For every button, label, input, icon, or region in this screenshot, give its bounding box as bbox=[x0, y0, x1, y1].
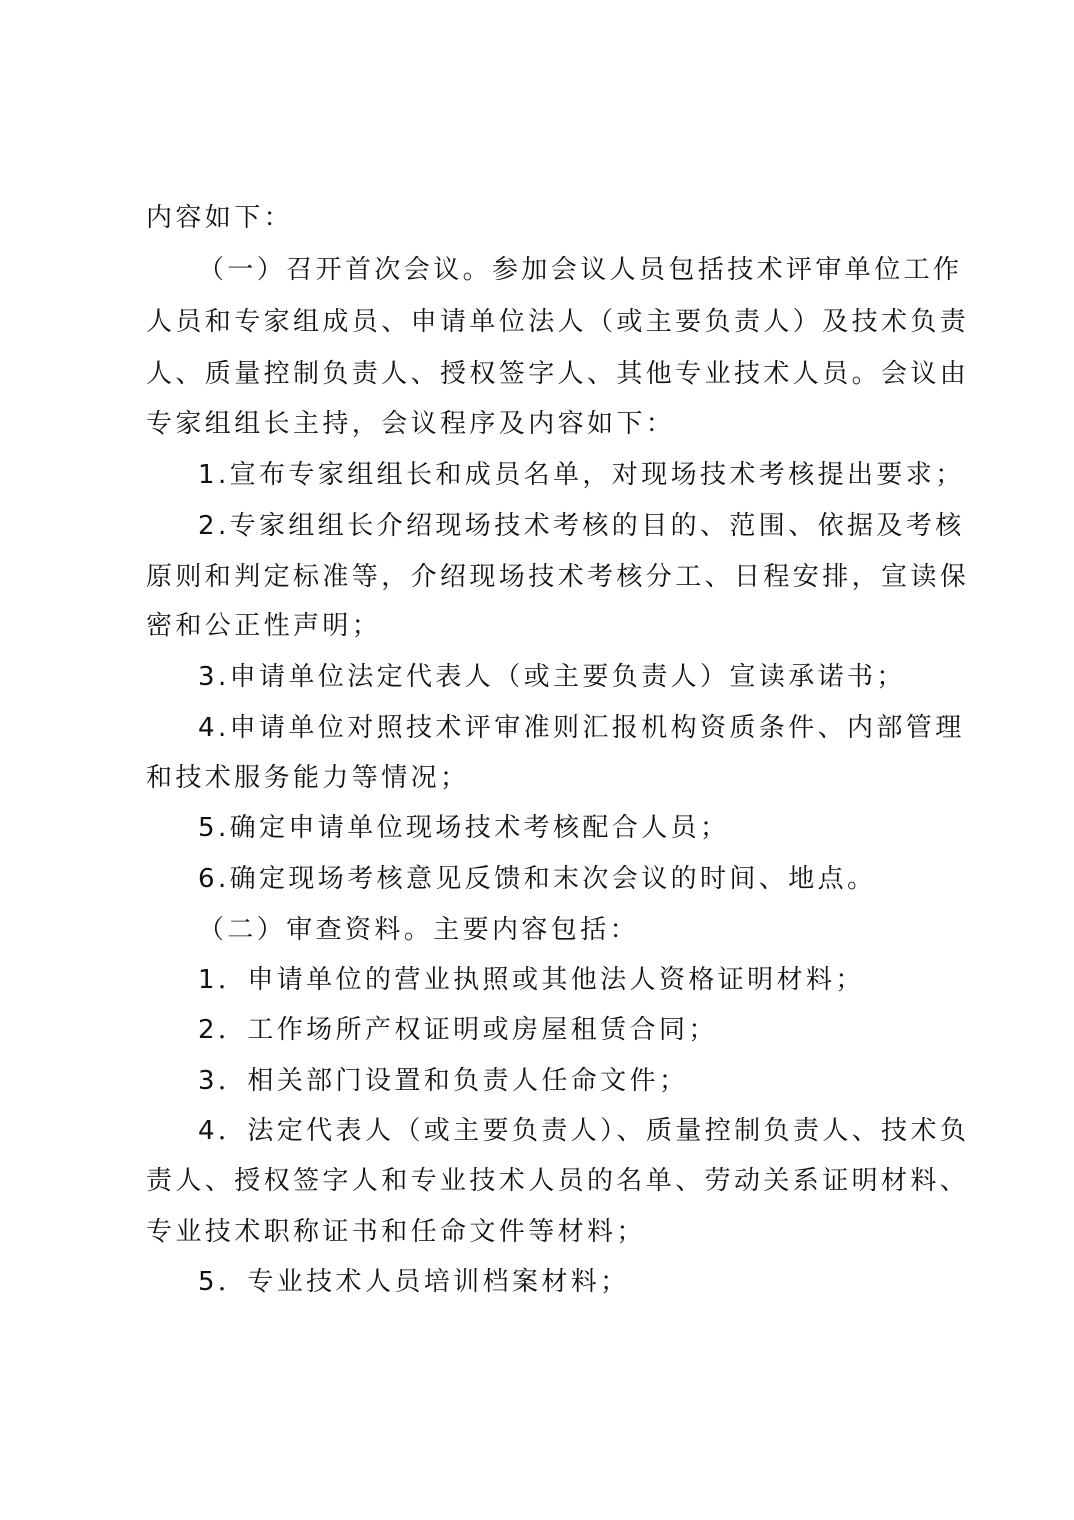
text-line: 人、质量控制负责人、授权签字人、其他专业技术人员。会议由 bbox=[146, 359, 970, 389]
text-line: 4．法定代表人（或主要负责人）、质量控制负责人、技术负 bbox=[198, 1116, 970, 1146]
text-line: 和技术服务能力等情况； bbox=[146, 763, 470, 793]
text-line: 密和公正性声明； bbox=[146, 611, 382, 641]
text-line: 原则和判定标准等，介绍现场技术考核分工、日程安排，宣读保 bbox=[146, 562, 970, 592]
text-line: 2．工作场所产权证明或房屋租赁合同； bbox=[198, 1015, 718, 1045]
text-line: 责人、授权签字人和专业技术人员的名单、劳动关系证明材料、 bbox=[146, 1166, 970, 1196]
text-line: 1．申请单位的营业执照或其他法人资格证明材料； bbox=[198, 965, 865, 995]
text-line: （二）审查资料。主要内容包括： bbox=[198, 915, 640, 945]
text-line: 3．相关部门设置和负责人任命文件； bbox=[198, 1066, 689, 1096]
text-line: 2.专家组组长介绍现场技术考核的目的、范围、依据及考核 bbox=[198, 511, 965, 541]
text-line: 专业技术职称证书和任命文件等材料； bbox=[146, 1217, 646, 1247]
text-line: 5.确定申请单位现场技术考核配合人员； bbox=[198, 813, 730, 843]
text-line: 专家组组长主持，会议程序及内容如下： bbox=[146, 409, 676, 439]
text-line: 人员和专家组成员、申请单位法人（或主要负责人）及技术负责 bbox=[146, 307, 970, 337]
text-line: 3.申请单位法定代表人（或主要负责人）宣读承诺书； bbox=[198, 662, 906, 692]
text-line: 6.确定现场考核意见反馈和末次会议的时间、地点。 bbox=[198, 864, 877, 894]
text-line: 内容如下： bbox=[146, 203, 294, 233]
text-line: 4.申请单位对照技术评审准则汇报机构资质条件、内部管理 bbox=[198, 713, 965, 743]
text-line: 5．专业技术人员培训档案材料； bbox=[198, 1267, 630, 1297]
text-line: （一）召开首次会议。参加会议人员包括技术评审单位工作 bbox=[198, 255, 963, 285]
text-line: 1.宣布专家组组长和成员名单，对现场技术考核提出要求； bbox=[198, 460, 965, 490]
